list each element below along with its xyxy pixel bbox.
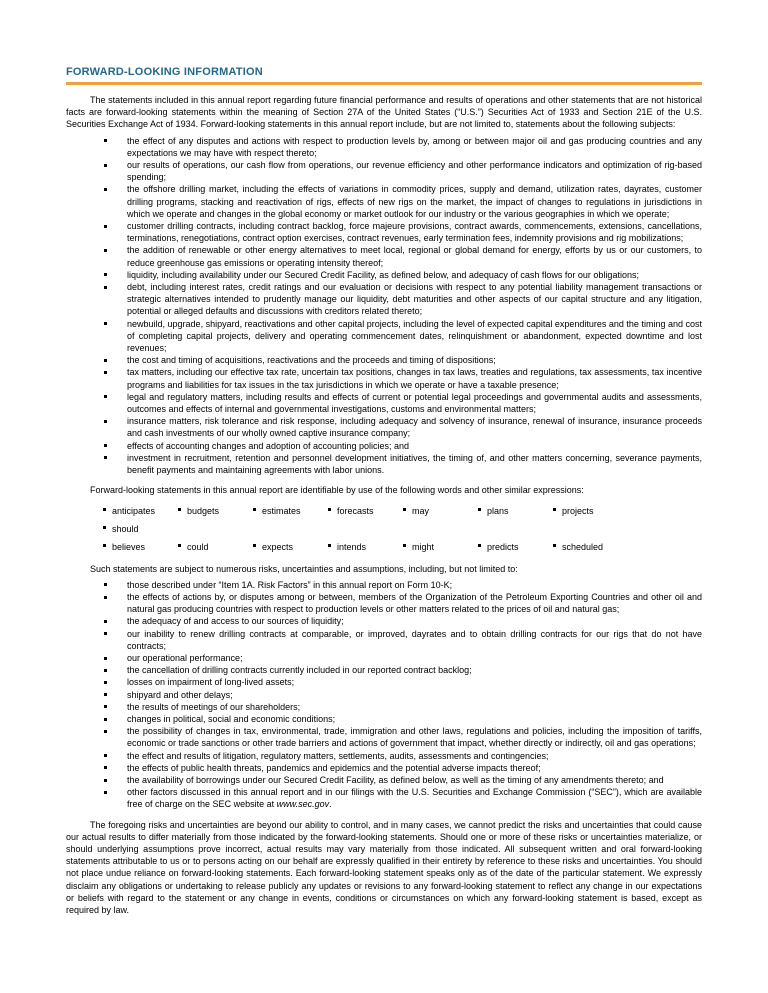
- closing-paragraph: The foregoing risks and uncertainties are beyond our ability to control, and in many cases, we cannot predict the risks and uncertainties that could cause our actual results to differ materially from those indicated by the forward-looking statements. Should one or more of these risks or uncertainties materialize, or should underlying assumptions prove incorrect, actual results may vary materially from those indicated. All subsequent written and oral forward-looking statements attributable to us or to persons acting on our behalf are expressly qualified in their entirety by reference to these risks and uncertainties. You should not place undue reliance on forward-looking statements. Each forward-looking statement speaks only as of the date of the particular statement. We expressly disclaim any obligations or undertaking to release publicly any updates or revisions to any forward-looking statement to reflect any change in our expectations or beliefs with regard to the statement or any change in events, conditions or circumstances on which any forward-looking statement is based, except as required by law.: [66, 819, 702, 915]
- risk-item: shipyard and other delays;: [66, 689, 702, 701]
- expression-word: could: [178, 541, 253, 554]
- subjects-list: [66, 135, 702, 477]
- subject-item: investment in recruitment, retention and personnel development initiatives, the timing of, and other matters concerning, severance payments, benefit payments and maintaining agreements with labor unions.: [66, 452, 702, 476]
- risk-item: the possibility of changes in tax, environmental, trade, immigration and other laws, regulations and policies, including the imposition of tariffs, economic or trade sanctions or other trade barriers and actions of government that impact, whether directly or indirectly, oil and gas operations;: [66, 725, 702, 749]
- risks-intro: Such statements are subject to numerous risks, uncertainties and assumptions, including, but not limited to:: [90, 563, 518, 574]
- risks-list: [66, 579, 702, 811]
- subject-item: the addition of renewable or other energy alternatives to meet local, regional or global demand for energy, efforts by us or our customers, to reduce greenhouse gas emissions or operating intensity thereof;: [66, 244, 702, 268]
- expression-word: forecasts: [328, 505, 403, 518]
- risk-item: the effects of public health threats, pandemics and epidemics and the potential adverse impacts thereof;: [66, 762, 702, 774]
- subject-item: debt, including interest rates, credit ratings and our evaluation or decisions with respect to any potential liability management transactions or strategic alternatives intended to prudently manage our liquidity, debt maturities and other aspects of our capital structure and any litigation, potential or alleged defaults and discussions with creditors related thereto;: [66, 281, 702, 318]
- subject-item: effects of accounting changes and adoption of accounting policies; and: [66, 440, 702, 452]
- risk-item: our inability to renew drilling contracts at comparable, or improved, dayrates and to obtain drilling contracts for our rigs that do not have contracts;: [66, 628, 702, 652]
- expression-word: might: [403, 541, 478, 554]
- risk-item: changes in political, social and economic conditions;: [66, 713, 702, 725]
- expression-words-row-1: [103, 501, 702, 537]
- section-title: FORWARD-LOOKING INFORMATION: [66, 66, 263, 78]
- risk-item: our operational performance;: [66, 652, 702, 664]
- risk-item: the availability of borrowings under our Secured Credit Facility, as defined below, as well as the timing of any amendments thereto; and: [66, 774, 702, 786]
- risk-item: the cancellation of drilling contracts currently included in our reported contract backlog;: [66, 664, 702, 676]
- subject-item: legal and regulatory matters, including results and effects of current or potential legal proceedings and governmental audits and assessments, outcomes and effects of internal and governmental investigations, customs and environmental matters;: [66, 391, 702, 415]
- risk-item: other factors discussed in this annual report and in our filings with the U.S. Securities and Exchange Commission (“SEC”), which are available free of charge on the SEC website at www.sec.gov.: [66, 786, 702, 810]
- expression-word: anticipates: [103, 505, 178, 518]
- expression-word: plans: [478, 505, 553, 518]
- risk-item: the results of meetings of our shareholders;: [66, 701, 702, 713]
- risk-item: losses on impairment of long-lived assets;: [66, 676, 702, 688]
- expression-word: projects: [553, 505, 628, 518]
- expression-word: may: [403, 505, 478, 518]
- subject-item: the cost and timing of acquisitions, reactivations and the proceeds and timing of dispositions;: [66, 354, 702, 366]
- expression-word: believes: [103, 541, 178, 554]
- subject-item: the offshore drilling market, including the effects of variations in commodity prices, supply and demand, utilization rates, dayrates, customer drilling programs, stacking and reactivation of rigs, effects of new rigs on the market, the impact of changes to regulations in jurisdictions in which we operate and changes in the global economy or market outlook for our industry or the various geographies in which we operate;: [66, 183, 702, 220]
- subject-item: tax matters, including our effective tax rate, uncertain tax positions, changes in tax laws, treaties and regulations, tax assessments, tax incentive programs and liabilities for tax issues in the tax jurisdictions in which we operate or have a taxable presence;: [66, 366, 702, 390]
- risk-item: the effect and results of litigation, regulatory matters, settlements, audits, assessments and contingencies;: [66, 750, 702, 762]
- risk-item: the adequacy of and access to our sources of liquidity;: [66, 615, 702, 627]
- expression-words-intro: Forward-looking statements in this annual report are identifiable by use of the following words and other similar expressions:: [90, 485, 584, 496]
- intro-paragraph: The statements included in this annual report regarding future financial performance and results of operations and other statements that are not historical facts are forward-looking statements within the meaning of Section 27A of the United States (“U.S.”) Securities Act of 1933 and Section 21E of the U.S. Securities Exchange Act of 1934. Forward-looking statements in this annual report include, but are not limited to, statements about the following subjects:: [66, 95, 702, 130]
- subject-item: the effect of any disputes and actions with respect to production levels by, among or between major oil and gas producing countries and any expectations we may have with respect thereto;: [66, 135, 702, 159]
- risk-item: those described under “Item 1A. Risk Factors” in this annual report on Form 10-K;: [66, 579, 702, 591]
- expression-word: expects: [253, 541, 328, 554]
- expression-words-block: [103, 501, 702, 555]
- subject-item: our results of operations, our cash flow from operations, our revenue efficiency and other performance indicators and optimization of rig-based spending;: [66, 159, 702, 183]
- expression-word: scheduled: [553, 541, 628, 554]
- expression-word: predicts: [478, 541, 553, 554]
- subject-item: liquidity, including availability under our Secured Credit Facility, as defined below, and adequacy of cash flows for our obligations;: [66, 269, 702, 281]
- subject-item: insurance matters, risk tolerance and risk response, including adequacy and solvency of insurance, renewal of insurance, insurance proceeds and cash investments of our wholly owned captive insurance company;: [66, 415, 702, 439]
- expression-words-row-2: [103, 537, 702, 555]
- subject-item: newbuild, upgrade, shipyard, reactivations and other capital projects, including the level of expected capital expenditures and the timing and cost of completing capital projects, delivery and operating commencement dates, relinquishment or abandonment, expected downtime and lost revenues;: [66, 318, 702, 355]
- expression-word: should: [103, 523, 178, 536]
- risk-item: the effects of actions by, or disputes among or between, members of the Organization of the Petroleum Exporting Countries and other oil and natural gas producing countries with respect to production levels or other matters related to the prices of oil and natural gas;: [66, 591, 702, 615]
- expression-word: estimates: [253, 505, 328, 518]
- expression-word: intends: [328, 541, 403, 554]
- title-underline-rule: [66, 82, 702, 85]
- expression-word: budgets: [178, 505, 253, 518]
- subject-item: customer drilling contracts, including contract backlog, force majeure provisions, contract awards, commencements, extensions, cancellations, terminations, renegotiations, contract option exercises, contract revenues, early termination fees, indemnity provisions and rig mobilizations;: [66, 220, 702, 244]
